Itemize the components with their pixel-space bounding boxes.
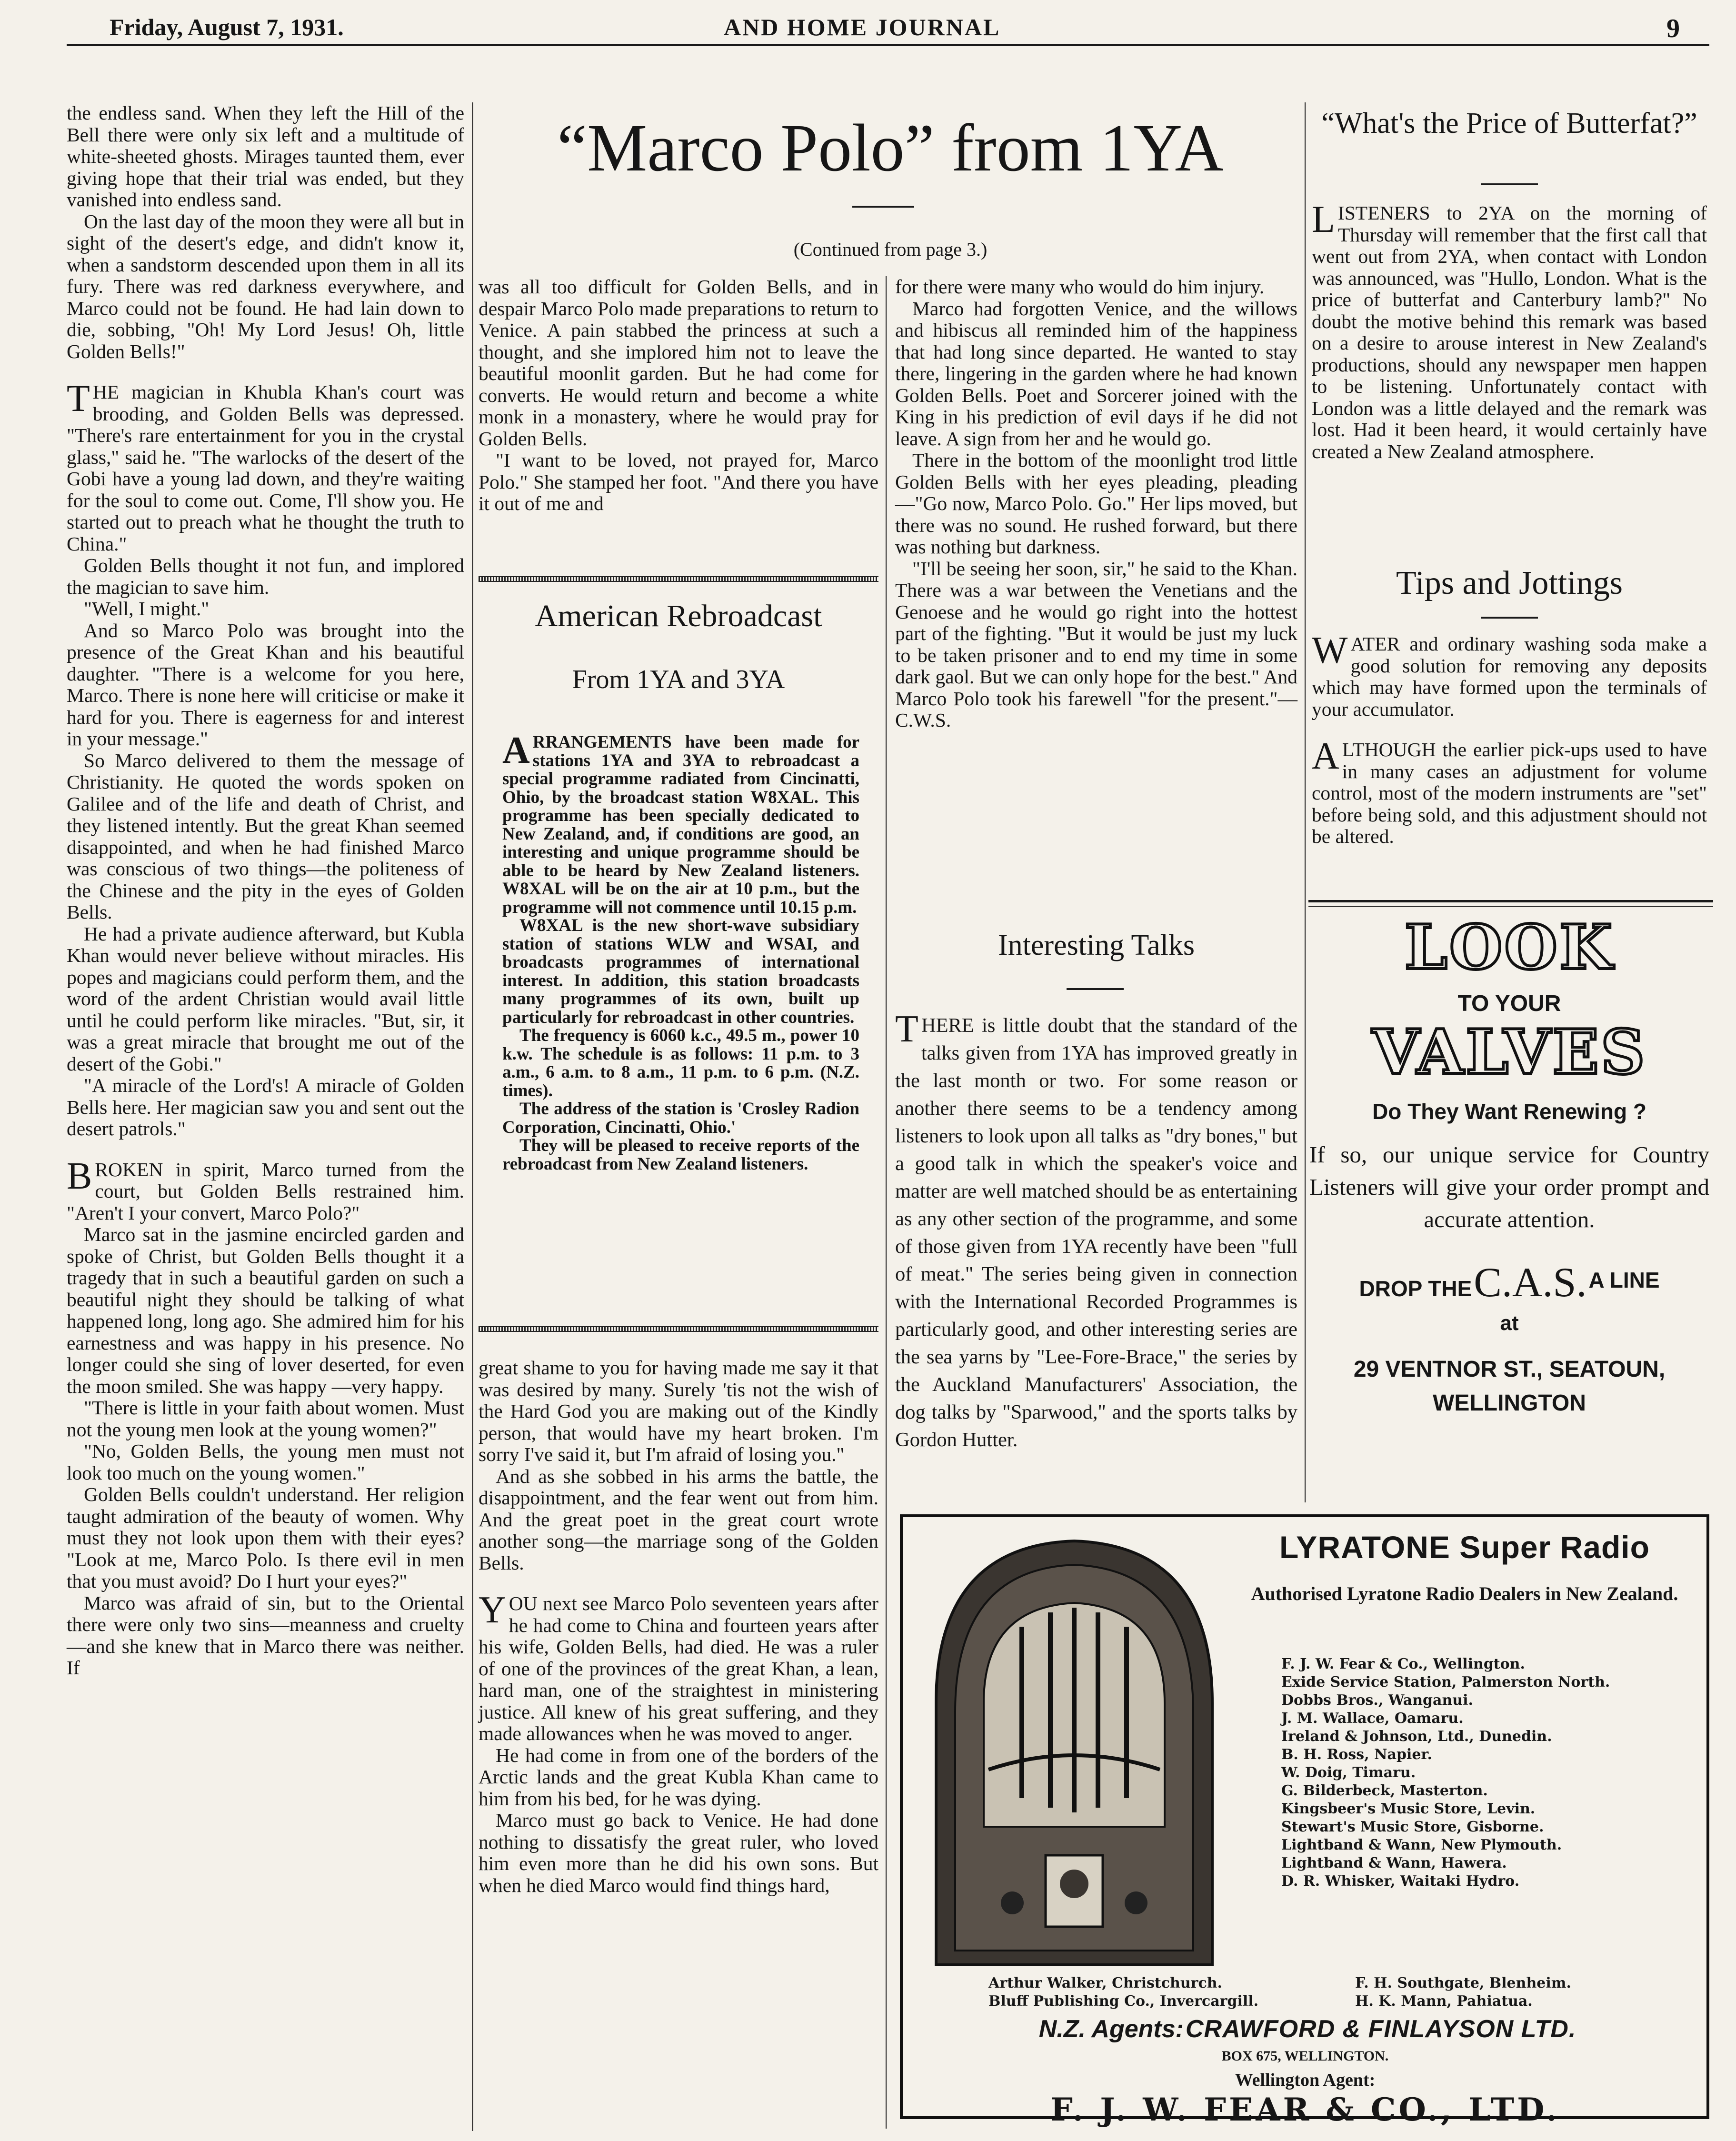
paragraph: "I'll be seeing her soon, sir," he said to the Khan. There was a war between the Venetians and the Genoese and he would go right into the hottest part of the fighting. "But it would be just my luck to be taken prisoner and to end my time in some dark gaol. But we can only hope for the best." And Marco Polo took his farewell "for the present."—C.W.S. [895, 557, 1297, 731]
lyratone-title: LYRATONE Super Radio [1279, 1530, 1650, 1565]
title-rule [1481, 617, 1538, 619]
dealer-item: G. Bilderbeck, Masterton. [1281, 1782, 1488, 1799]
paragraph: He had come in from one of the borders of the Arctic lands and the great Kubla Khan came to him from his bed, for he was dying. [479, 1744, 878, 1810]
radio-illustration [927, 1531, 1222, 1970]
dealer-item: B. H. Ross, Napier. [1281, 1746, 1432, 1763]
header-rule [67, 44, 1709, 46]
nz-agents-line: N.Z. Agents: CRAWFORD & FINLAYSON LTD. [1038, 2015, 1576, 2043]
cas-city: WELLINGTON [1433, 1391, 1586, 1416]
drop-cap: Y [479, 1589, 506, 1631]
dealer-item: F. H. Southgate, Blenheim. [1355, 1975, 1571, 1991]
drop-cap: T [895, 1008, 918, 1050]
agents-name: CRAWFORD & FINLAYSON LTD. [1185, 2015, 1576, 2043]
paragraph: Marco must go back to Venice. He had done nothing to dissatisfy the great ruler, who loved him even more than he did his own sons. But when he died Marco would find things hard, [479, 1809, 878, 1896]
talks-body [895, 1008, 1297, 1454]
paragraph: for there were many who would do him injury. [895, 276, 1265, 298]
decorative-border-bottom [479, 1326, 878, 1332]
tips-headline: Tips and Jottings [1396, 565, 1623, 601]
drop-cap: L [1312, 199, 1335, 240]
paragraph: "A miracle of the Lord's! A miracle of Golden Bells here. Her magician saw you and sent out the desert patrols." [67, 1074, 464, 1140]
valves-headline: VALVES [1372, 1017, 1647, 1088]
page-number: 9 [1666, 14, 1680, 43]
tips-body [1312, 630, 1707, 848]
dealer-item: Stewart's Music Store, Gisborne. [1281, 1819, 1544, 1835]
lyratone-ad [900, 1514, 1709, 2128]
dealer-item: J. M. Wallace, Oamaru. [1281, 1710, 1464, 1727]
agents-box: BOX 675, WELLINGTON. [1221, 2048, 1389, 2064]
paragraph: "Well, I might." [84, 598, 210, 620]
dealer-item: H. K. Mann, Pahiatua. [1355, 1993, 1533, 2010]
paragraph: the endless sand. When they left the Hill of the Bell there were only six left and a multitude of white-sheeted ghosts. Mirages taunted them, ever giving hope that their trial was ended, but they vanished into endless sand. [67, 102, 464, 210]
paragraph: WATER and ordinary washing soda make a good solution for removing any deposits which may have formed upon the terminals of your accumulator. [1312, 630, 1707, 720]
story-column-a [479, 276, 878, 515]
dealer-item: Ireland & Johnson, Ltd., Dunedin. [1281, 1728, 1552, 1745]
story-column-b [895, 276, 1297, 731]
paragraph: YOU next see Marco Polo seventeen years after he had come to China and fourteen years after his wife, Golden Bells, had died. He was a ruler of one of the provinces of the great Khan, a lean, hard man, one of the straightest in ministering justice. All knew of his great suffering, and they made allowances when he was moved to anger. [479, 1589, 878, 1744]
paragraph: There in the bottom of the moonlight trod little Golden Bells with her eyes pleading, pleading—"Go now, Marco Polo. Go." Her lips moved, but there was no sound. He rushed forward, but there was nothing but darkness. [895, 449, 1297, 558]
valves-ad-body: If so, our unique service for Country Listeners will give your order prompt and accurate attention. [1309, 1141, 1709, 1232]
paragraph: "I want to be loved, not prayed for, Marco Polo." She stamped her foot. "And there you have it out of me and [479, 449, 878, 514]
paragraph: And as she sobbed in his arms the battle, the disappointment, and the fear went out from him. And the great poet in the great court wrote another song—the marriage song of the Golden Bells. [479, 1465, 878, 1574]
paragraph: BROKEN in spirit, Marco turned from the court, but Golden Bells restrained him. "Aren't I your convert, Marco Polo?" [67, 1155, 464, 1224]
cas-address: 29 VENTNOR ST., SEATOUN, [1353, 1357, 1666, 1382]
marco-polo-headline: “Marco Polo” from 1YA [557, 110, 1224, 185]
butterfat-body [1312, 199, 1707, 462]
dealer-list-left [988, 1974, 1258, 2011]
paragraph: "No, Golden Bells, the young men must not look too much on the young women." [67, 1440, 464, 1484]
paragraph: Marco was afraid of sin, but to the Oriental there were only two sins—meanness and cruelty—and she knew that in Marco there was neither. If [67, 1591, 464, 1679]
paragraph: He had a private audience afterward, but Kubla Khan would never believe without miracles. His popes and magicians could perform them, and the word of the ardent Christian would avail little until he could perform like miracles. "But, sir, it was a great miracle that brought me out of the desert of the Gobi." [67, 922, 464, 1075]
fear-company-name: F. J. W. FEAR & CO., LTD. [1050, 2091, 1560, 2128]
rebroadcast-headline: American Rebroadcast [535, 599, 822, 633]
paragraph: Golden Bells thought it not fun, and implored the magician to save him. [67, 554, 464, 598]
paragraph: They will be pleased to receive reports of the rebroadcast from New Zealand listeners. [502, 1136, 859, 1174]
paragraph: And so Marco Polo was brought into the presence of the Great Khan and his beautiful daughter. "There is a welcome for you here, Marco. There is none here will criticise or make it hard for you. There is eagerness for and interest in your message." [67, 619, 464, 750]
title-rule [852, 206, 914, 208]
ad-rule [1308, 906, 1713, 907]
drop-cap: T [67, 378, 90, 420]
valves-ad: LOOK TO YOUR VALVES Do They Want Renewing ? If so, our unique service for Country Listeners will give your order prompt and accurate attention. DROP THE C.A.S. A LINE at 29 VENTNOR ST., SEATOUN, WELLINGTON [1309, 912, 1709, 1416]
drop-line: DROP THE C.A.S. A LINE [1359, 1260, 1660, 1306]
dealer-item: Arthur Walker, Christchurch. [988, 1975, 1222, 1991]
column-rule [1305, 102, 1306, 1502]
paragraph: THERE is little doubt that the standard of the talks given from 1YA has improved greatly in the last month or two. For some reason or another there seems to be a tendency among listeners to look upon all talks as "dry bones," but a good talk in which the speaker's voice and matter are well matched should be as entertaining as any other section of the programme, and some of those given from 1YA recently have been "full of meat." The series being given in connection with the International Recorded Programmes is particularly good, and other interesting series are the sea yarns by "Lee-Fore-Brace," the series by the Auckland Manufacturers' Association, the dog talks by "Sparwood," and the sports talks by Gordon Hutter. [895, 1008, 1297, 1451]
paragraph: The address of the station is 'Crosley Radion Corporation, Cincinatti, Ohio.' [502, 1099, 859, 1137]
dealer-item: D. R. Whisker, Waitaki Hydro. [1281, 1873, 1520, 1890]
issue-date: Friday, August 7, 1931. [110, 14, 344, 40]
paragraph: So Marco delivered to them the message of Christianity. He quoted the words spoken on Galilee and of the life and death of Christ, and they listened intently. But the great Khan seemed disappointed, and when he had finished Marco was conscious of two things—the politeness of the Chinese and the pity in the eyes of Golden Bells. [67, 749, 464, 923]
ad-rule [1308, 900, 1713, 902]
paragraph: ARRANGEMENTS have been made for stations 1YA and 3YA to rebroadcast a special programme radiated from Cincinatti, Ohio, by the broadcast station W8XAL. This programme has been specially dedicated to New Zealand, and, if conditions are good, an interesting and unique programme should be able to be heard by New Zealand listeners. W8XAL will be on the air at 10 p.m., but the programme will not commence until 10.15 p.m. [502, 730, 859, 917]
dealer-item: F. J. W. Fear & Co., Wellington. [1281, 1656, 1525, 1672]
masthead: AND HOME JOURNAL [724, 14, 1001, 40]
story-column-left [67, 102, 464, 1679]
story-column-c [479, 1357, 878, 1896]
drop-cap: A [1312, 735, 1339, 777]
dealer-item: W. Doig, Timaru. [1281, 1764, 1416, 1781]
drop-cap: W [1312, 630, 1348, 671]
cas-logo: C.A.S. [1474, 1260, 1587, 1306]
paragraph: "There is little in your faith about women. Must not the young men look at the young women?" [67, 1397, 464, 1441]
paragraph: Marco had forgotten Venice, and the willows and hibiscus all reminded him of the happiness that had long since departed. He wanted to stay there, lingering in the garden where he had known Golden Bells. Poet and Sorcerer joined with the King in his prediction of evil days if he did not leave. A sign from her and he would go. [895, 297, 1297, 450]
continued-note: (Continued from page 3.) [793, 239, 988, 260]
paragraph: THE magician in Khubla Khan's court was brooding, and Golden Bells was depressed. "There's rare entertainment for you in the crystal glass," said he. "The warlocks of the desert of the Gobi have a young lad down, and they're waiting for the soul to come out. Come, I'll show you. He started out to preach what he thought the truth to China." [67, 378, 464, 555]
wellington-agent-label: Wellington Agent: [1235, 2070, 1376, 2090]
dealer-item: Lightband & Wann, Hawera. [1281, 1855, 1507, 1871]
to-your-text: TO YOUR [1457, 991, 1561, 1016]
talks-headline: Interesting Talks [998, 929, 1195, 961]
title-rule [1481, 183, 1538, 185]
lyratone-subtitle: Authorised Lyratone Radio Dealers in New Zealand. [1251, 1583, 1678, 1604]
dealer-item: Bluff Publishing Co., Invercargill. [988, 1993, 1259, 2010]
dealer-item: Lightband & Wann, New Plymouth. [1281, 1837, 1562, 1853]
column-rule [886, 276, 887, 2129]
paragraph: The frequency is 6060 k.c., 49.5 m., power 10 k.w. The schedule is as follows: 11 p.m. to 3 a.m., 6 a.m. to 8 a.m., 11 p.m. to 6 p.m. (N.Z. times). [502, 1026, 859, 1101]
paragraph: LISTENERS to 2YA on the morning of Thursday will remember that the first call that went out from 2YA, when contact with London was announced, was "Hullo, London. What is the price of butterfat and Canterbury lamb?" No doubt the motive behind this remark was based on a desire to arouse interest in New Zealand's productions, should any newspaper men happen to be listening. Unfortunately contact with London was a little delayed and the remark was lost. Had it been heard, it would certainly have created a New Zealand atmosphere. [1312, 199, 1707, 462]
drop-cap: A [502, 730, 530, 771]
butterfat-headline: “What's the Price of Butterfat?” [1321, 107, 1697, 140]
renewing-question: Do They Want Renewing ? [1372, 1099, 1646, 1124]
rebroadcast-body [502, 730, 859, 1174]
paragraph: On the last day of the moon they were all but in sight of the desert's edge, and didn't know it, when a sandstorm descended upon them in all its fury. There was red darkness everywhere, and Marco could not be found. He had lain down to die, sobbing, "Oh! My Lord Jesus! Oh, little Golden Bells!" [67, 210, 464, 362]
dealer-item: Exide Service Station, Palmerston North. [1281, 1674, 1610, 1691]
dealer-list [1281, 1655, 1610, 1891]
paragraph: ALTHOUGH the earlier pick-ups used to have in many cases an adjustment for volume control, most of the modern instruments are "set" before being sold, and this adjustment should not be altered. [1312, 735, 1707, 847]
dealer-item: Dobbs Bros., Wanganui. [1281, 1692, 1473, 1709]
drop-cap: B [67, 1155, 92, 1197]
title-rule [1067, 988, 1124, 990]
decorative-border-top [479, 576, 878, 582]
dealer-list-right [1355, 1974, 1571, 2011]
paragraph: Golden Bells couldn't understand. Her religion taught admiration of the beauty of women. Why must they not look upon them with their eyes? "Look at me, Marco Polo. Is there evil in men that you must avoid? Do I hurt your eyes?" [67, 1483, 464, 1592]
column-rule [472, 102, 473, 2131]
paragraph: was all too difficult for Golden Bells, and in despair Marco Polo made preparations to return to Venice. A pain stabbed the princess at such a thought, and she implored him not to leave the beautiful moonlit garden. But he had come for converts. He would return and become a white monk in a monastery, where he would pray for Golden Bells. [479, 276, 878, 450]
paragraph: great shame to you for having made me say it that was desired by many. Surely 'tis not the wish of the Hard God you are making out of the Kindly person, that would have my heart broken. I'm sorry I've said it, but I'm afraid of losing you." [479, 1357, 878, 1465]
rebroadcast-subheadline: From 1YA and 3YA [572, 665, 785, 694]
look-headline: LOOK [1404, 912, 1615, 983]
paragraph: W8XAL is the new short-wave subsidiary station of stations WLW and WSAI, and broadcasts programmes of international interest. In addition, this station broadcasts many programmes of its own, built up particularly for rebroadcast in other countries. [502, 916, 859, 1027]
dealer-item: Kingsbeer's Music Store, Levin. [1281, 1801, 1536, 1817]
paragraph: Marco sat in the jasmine encircled garden and spoke of Christ, but Golden Bells thought it a tragedy that in such a beautiful garden on such a beautiful night they should be talking of what happened long, long ago. She admired him for his earnestness and was happy in his presence. No longer could she sing of lover deserted, for even the moon smiled. She was happy —very happy. [67, 1223, 464, 1397]
